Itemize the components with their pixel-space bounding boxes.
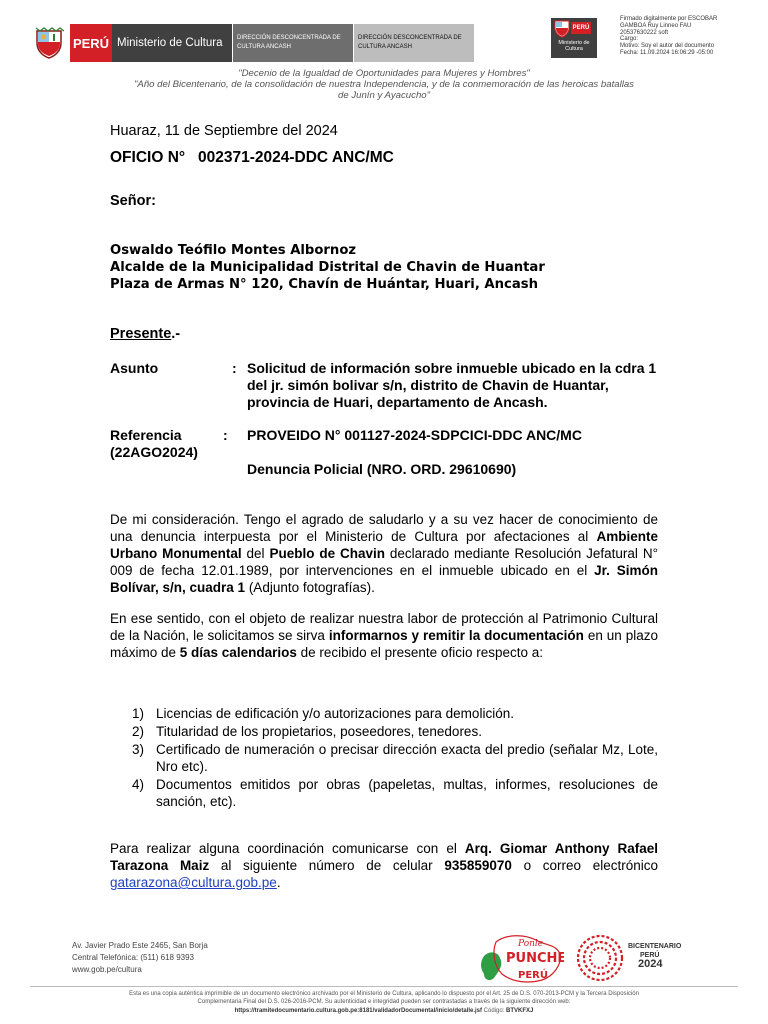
text-run: del [241,546,270,561]
presente-suffix: .- [171,326,181,342]
bicentenario-line: BICENTENARIO [628,943,682,950]
peru-logo: PERÚ [70,24,112,62]
list-text: Certificado de numeración o precisar dirección exacta del predio (señalar Mz, Lote, Nro etc). [156,742,658,774]
signature-line: Fecha: 11.09.2024 16:06:29 -05:00 [620,49,714,56]
motto-line: "Año del Bicentenario, de la consolidación de nuestra Independencia, y de la conmemoración de las heroicas batallas [134,79,634,90]
signature-line: Motivo: Soy el autor del documento [620,43,715,50]
list-number: 4) [132,777,145,792]
footer-website[interactable]: www.gob.pe/cultura [72,965,142,974]
recipient-address: Plaza de Armas N° 120, Chavín de Huántar, Huari, Ancash [110,277,538,292]
text-run-bold: informarnos y remitir la documentación [328,628,584,643]
referencia-label [110,427,198,461]
bicentenario-emblem-icon [572,932,630,984]
text-run: de recibido el presente oficio respecto a: [296,645,543,660]
text-run-bold: Jr. Simón Bolívar, s/n, cuadra 1 [110,563,658,595]
asunto-text: Solicitud de información sobre inmueble ubicado en la cdra 1 del jr. simón bolivar s/n, distrito de Chavin de Huantar, provincia de Huari, departamento de Ancash. [247,360,657,410]
footer-divider [30,986,738,987]
list-number: 3) [132,742,145,757]
list-item [132,723,658,740]
recipient-name: Oswaldo Teófilo Montes Albornoz [110,243,357,258]
signature-line: Cargo: [620,36,639,43]
text-run: De mi consideración. Tengo el agrado de saludarlo y a su vez hacer de conocimiento de una denuncia interpuesta por el Ministerio de Cultura por afectaciones al [110,512,658,544]
text-run: o correo electrónico [511,858,658,873]
text-run: . [276,875,281,890]
direction-label-primary: DIRECCIÓN DESCONCENTRADA DE CULTURA ANCASH [233,24,353,62]
list-text: Titularidad de los propietarios, poseedores, tenedores. [156,724,482,739]
digital-signature-logo [551,18,597,58]
bicentenario-line: PERÚ [640,952,660,959]
list-number: 1) [132,706,145,721]
contact-phone: 935859070 [444,858,512,873]
referencia-colon: : [223,427,228,443]
text-run-bold: Ambiente Urbano Monumental [110,529,658,561]
peru-coat-of-arms-icon [554,20,570,38]
text-run: al siguiente número de celular [209,858,445,873]
signature-peru-label: PERÚ [571,22,591,34]
signature-line: GAMBOA Ruy Linneo FAU [620,22,692,29]
text-run: declarado mediante Resolución Jefatural N° 009 de fecha 12.01.1989, por intervenciones en el inmueble ubicado en el [110,546,658,578]
campaign-text: Ponle [518,939,544,949]
text-run-bold: 5 días calendarios [179,645,297,660]
direction-label-secondary: DIRECCIÓN DESCONCENTRADA DE CULTURA ANCASH [354,24,474,62]
text-run: Para realizar alguna coordinación comunicarse con el [110,841,465,856]
footer-phone: Central Telefónica: (511) 618 9393 [72,953,195,962]
paragraph-introduction [110,511,658,596]
referencia-word: Referencia [110,427,182,443]
verification-url[interactable]: https://tramitedocumentario.cultura.gob.pe:8181/validadorDocumental/inicio/detalle.jsf [234,1007,482,1014]
requested-documents-list [132,705,658,811]
presente-word: Presente [110,326,172,342]
asunto-colon: : [232,360,237,376]
signature-line: Firmado digitalmente por ESCOBAR [620,16,718,22]
email-link[interactable]: gatarazona@cultura.gob.pe [110,875,277,890]
referencia-proveido: PROVEIDO N° 001127-2024-SDPCICI-DDC ANC/MC [247,427,582,443]
disclaimer-line: Complementaria Final del D.S. 026-2016-PCM. Su autenticidad e integridad pueden ser contrastadas a través de la siguiente dirección web: [197,999,571,1006]
salutation: Señor: [110,193,156,209]
paragraph-request [110,610,658,661]
verification-code: BTVKFXJ [506,1007,534,1014]
list-number: 2) [132,724,145,739]
authenticity-disclaimer [40,990,728,1015]
text-run: (Adjunto fotografías). [245,580,375,595]
referencia-date: (22AGO2024) [110,444,198,460]
ministry-logo: Ministerio de Cultura [112,24,232,62]
campaign-text: PUNCHE [506,951,564,966]
asunto-label: Asunto [110,360,159,376]
code-label: Código: [483,1007,505,1014]
recipient-title: Alcalde de la Municipalidad Distrital de Chavin de Huantar [110,260,545,275]
recipient-block [110,242,545,293]
text-run-bold: Pueblo de Chavin [269,546,385,561]
verification-line [40,1007,728,1015]
ponle-punche-peru-logo [478,932,564,988]
signature-line: 20537630222 soft [620,29,669,36]
bicentenario-label [628,942,681,969]
campaign-text: PERÚ [518,970,548,981]
motto-line: "Decenio de la Igualdad de Oportunidades para Mujeres y Hombres" [238,68,530,79]
digital-signature-text [620,16,760,57]
text-run: en un plazo máximo de [110,628,658,660]
list-text: Licencias de edificación y/o autorizaciones para demolición. [156,706,514,721]
motto-line: de Junín y Ayacucho" [337,90,431,101]
footer-address-block [72,940,208,976]
referencia-denuncia: Denuncia Policial (NRO. ORD. 29610690) [247,461,517,477]
list-item [132,705,658,722]
official-motto [100,68,668,101]
disclaimer-line: Esta es una copia auténtica imprimible de un documento electrónico archivado por el Ministerio de Cultura, aplicando lo dispuesto por el Art. 25 de D.S. 070-2013-PCM y la Tercera Disposición [129,991,639,997]
oficio-number: OFICIO N° 002371-2024-DDC ANC/MC [110,149,394,166]
letter-date: Huaraz, 11 de Septiembre del 2024 [110,123,338,139]
footer-address: Av. Javier Prado Este 2465, San Borja [72,941,208,950]
list-text: Documentos emitidos por obras (papeletas, multas, informes, resoluciones de sanción, etc). [156,777,658,809]
list-item [132,776,658,810]
signature-ministry-label: Ministerio de Cultura [558,40,590,52]
bicentenario-year: 2024 [638,958,663,970]
list-item [132,741,658,775]
contact-person: Arq. Giomar Anthony Rafael Tarazona Maiz [110,841,658,873]
peru-coat-of-arms-icon [34,27,64,59]
paragraph-contact [110,840,658,891]
text-run: En ese sentido, con el objeto de realizar nuestra labor de protección al Patrimonio Cultural de la Nación, le solicitamos se sirva [110,611,658,643]
presente-heading [110,326,180,342]
